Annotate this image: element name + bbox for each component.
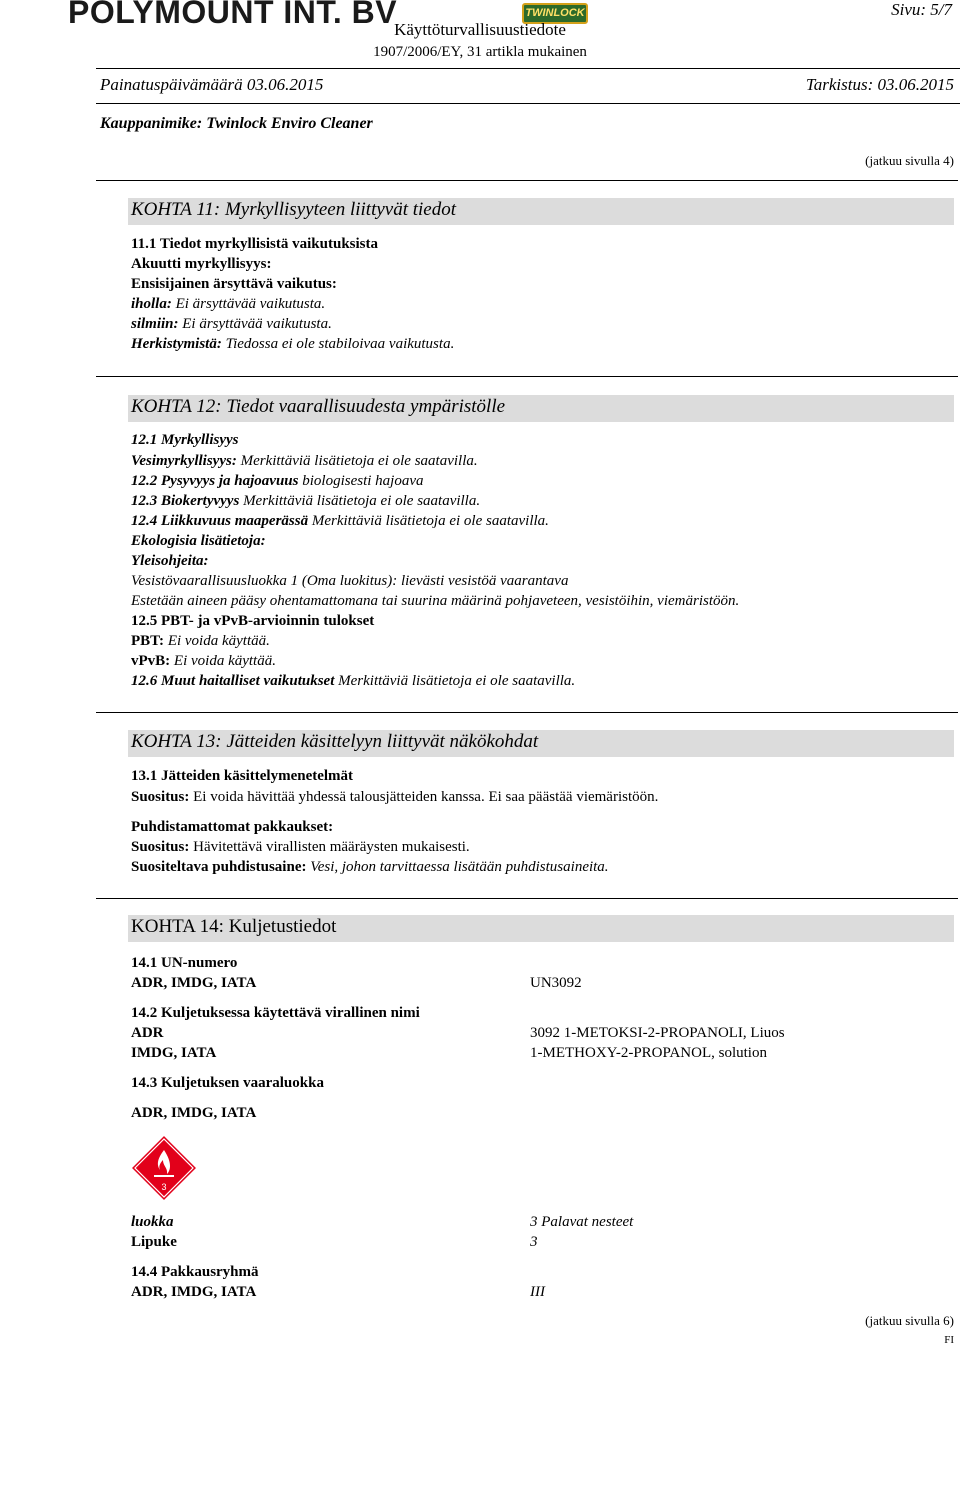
s12-mobility-val: Merkittäviä lisätietoja ei ole saatavilla. — [308, 513, 549, 529]
s13-recommendation — [131, 789, 658, 806]
trade-name: Kauppanimike: Twinlock Enviro Cleaner — [100, 115, 373, 132]
s14-adr-value: 3092 1-METOKSI-2-PROPANOLI, Liuos — [530, 1025, 785, 1041]
s11-skin-val: Ei ärsyttävää vaikutusta. — [171, 296, 326, 312]
s12-other-val: Merkittäviä lisätietoja ei ole saatavilla. — [334, 673, 576, 689]
s14-pack-heading: 14.4 Pakkausryhmä — [131, 1264, 259, 1280]
continued-from: (jatkuu sivulla 4) — [865, 153, 954, 168]
s14-pack-value: III — [530, 1284, 545, 1300]
s14-imdg-value: 1-METHOXY-2-PROPANOL, solution — [530, 1045, 767, 1061]
company-logo: POLYMOUNT INT. BV — [68, 0, 398, 30]
s11-sens-key: Herkistymistä: — [131, 336, 222, 352]
s11-eyes — [131, 316, 332, 333]
s12-vpvb — [131, 653, 276, 670]
s11-skin-key: iholla: — [131, 296, 172, 312]
s12-pbt-heading: 12.5 PBT- ja vPvB-arvioinnin tulokset — [131, 613, 375, 629]
s12-mobility-key: 12.4 Liikkuvuus maaperässä — [131, 513, 309, 529]
s11-acute: Akuutti myrkyllisyys: — [131, 256, 272, 272]
s13-rec2-val: Hävitettävä virallisten määräysten mukaisesti. — [189, 839, 470, 855]
s14-lipuke-value: 3 — [530, 1234, 538, 1250]
continued-to: (jatkuu sivulla 6) — [865, 1313, 954, 1328]
section-13-title: KOHTA 13: Jätteiden käsittelyyn liittyvät näkökohdat — [131, 731, 539, 752]
s12-persistence — [131, 473, 423, 490]
s14-luokka-label: luokka — [131, 1214, 174, 1230]
s13-recommendation-2 — [131, 839, 470, 856]
s13-cleaning-agent — [131, 859, 609, 876]
s13-clean-val: Vesi, johon tarvittaessa lisätään puhdistusaineita. — [306, 859, 609, 875]
s14-adr-label: ADR — [131, 1025, 164, 1041]
s14-un-label: ADR, IMDG, IATA — [131, 975, 257, 991]
s13-rec-val: Ei voida hävittää yhdessä talousjätteiden kanssa. Ei saa päästää viemäristöön. — [189, 789, 659, 805]
s14-lipuke-label: Lipuke — [131, 1234, 177, 1250]
language-code: FI — [944, 1334, 954, 1346]
s12-aquatic — [131, 453, 478, 470]
s12-bioaccumulation — [131, 493, 480, 510]
s12-prevent: Estetään aineen pääsy ohentamattomana tai suurina määrinä pohjaveteen, vesistöihin, viemäristöön. — [131, 593, 740, 609]
pictogram-number: 3 — [161, 1182, 167, 1192]
s14-un-heading: 14.1 UN-numero — [131, 955, 238, 971]
s12-persistence-val: biologisesti hajoava — [298, 473, 424, 489]
s12-aquatic-key: Vesimyrkyllisyys: — [131, 453, 237, 469]
brand-badge: TWINLOCK — [522, 3, 588, 24]
revision-date: Tarkistus: 03.06.2015 — [805, 75, 954, 94]
s12-other-key: 12.6 Muut haitalliset vaikutukset — [131, 673, 335, 689]
s12-water-class: Vesistövaarallisuusluokka 1 (Oma luokitus): lievästi vesistöä vaarantava — [131, 573, 569, 589]
s12-toxicity: 12.1 Myrkyllisyys — [131, 432, 239, 448]
s12-bio-key: 12.3 Biokertyvyys — [131, 493, 240, 509]
s12-other — [131, 673, 575, 690]
s14-un-value: UN3092 — [530, 975, 582, 991]
print-date: Painatuspäivämäärä 03.06.2015 — [100, 75, 324, 94]
s12-pbt — [131, 633, 270, 650]
s11-heading: 11.1 Tiedot myrkyllisistä vaikutuksista — [131, 236, 379, 252]
s13-methods: 13.1 Jätteiden käsittelymenetelmät — [131, 768, 354, 784]
s12-general: Yleisohjeita: — [131, 553, 209, 569]
s13-rec2-key: Suositus: — [131, 839, 190, 855]
s14-pack-label: ADR, IMDG, IATA — [131, 1284, 257, 1300]
s11-sens-val: Tiedossa ei ole stabiloivaa vaikutusta. — [221, 336, 455, 352]
s13-rec-key: Suositus: — [131, 789, 190, 805]
section-12-title: KOHTA 12: Tiedot vaarallisuudesta ympäristölle — [131, 396, 506, 417]
s11-sensitization — [131, 336, 454, 353]
s12-aquatic-val: Merkittäviä lisätietoja ei ole saatavilla. — [236, 453, 478, 469]
s12-mobility — [131, 513, 549, 530]
s11-primary: Ensisijainen ärsyttävä vaikutus: — [131, 276, 337, 292]
s11-eyes-val: Ei ärsyttävää vaikutusta. — [178, 316, 332, 332]
document-subtitle: 1907/2006/EY, 31 artikla mukainen — [373, 44, 587, 60]
s14-class-heading: 14.3 Kuljetuksen vaaraluokka — [131, 1075, 324, 1091]
s12-vpvb-key: vPvB: — [131, 653, 171, 669]
s13-clean-key: Suositeltava puhdistusaine: — [131, 859, 307, 875]
s14-name-heading: 14.2 Kuljetuksessa käytettävä virallinen nimi — [131, 1005, 420, 1021]
section-11-title: KOHTA 11: Myrkyllisyyteen liittyvät tiedot — [131, 199, 457, 220]
page-number: Sivu: 5/7 — [891, 0, 952, 19]
s11-skin — [131, 296, 325, 313]
s11-eyes-key: silmiin: — [131, 316, 179, 332]
flammable-liquid-pictogram — [130, 1134, 198, 1202]
header-rule-2 — [96, 103, 960, 104]
s12-pbt-val: Ei voida käyttää. — [164, 633, 270, 649]
s14-luokka-value: 3 Palavat nesteet — [530, 1214, 634, 1230]
s14-class-label: ADR, IMDG, IATA — [131, 1105, 257, 1121]
document-title: Käyttöturvallisuustiedote — [394, 20, 566, 39]
s13-packaging: Puhdistamattomat pakkaukset: — [131, 819, 334, 835]
s12-eco-info: Ekologisia lisätietoja: — [131, 533, 266, 549]
s14-imdg-label: IMDG, IATA — [131, 1045, 217, 1061]
section-14-title: KOHTA 14: Kuljetustiedot — [131, 916, 337, 937]
s12-persistence-key: 12.2 Pysyvyys ja hajoavuus — [131, 473, 299, 489]
s12-bio-val: Merkittäviä lisätietoja ei ole saatavilla. — [239, 493, 481, 509]
s12-vpvb-val: Ei voida käyttää. — [170, 653, 276, 669]
header-rule — [96, 68, 960, 69]
s12-pbt-key: PBT: — [131, 633, 165, 649]
